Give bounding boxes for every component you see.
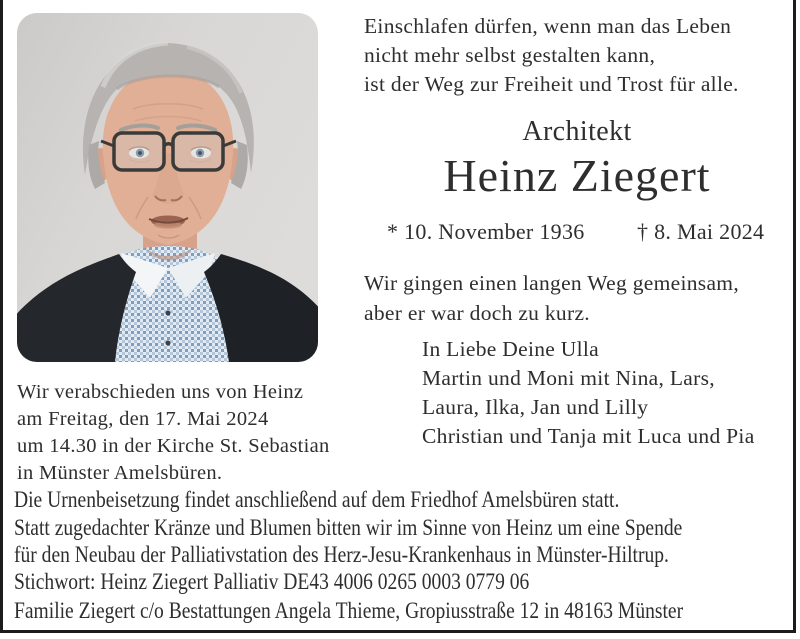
portrait-photo	[17, 13, 318, 362]
mourners-list	[422, 335, 755, 451]
mourner-line: Laura, Ilka, Jan und Lilly	[422, 395, 649, 419]
service-line: um 14.30 in der Kirche St. Sebastian	[17, 435, 330, 457]
epitaph-line: ist der Weg zur Freiheit und Trost für alle.	[364, 72, 739, 96]
funeral-home-line: Familie Ziegert c/o Bestattungen Angela Thieme, Gropiusstraße 12 in 48163 Münster	[14, 598, 684, 623]
portrait-photo-illustration	[17, 13, 318, 362]
mourner-line: In Liebe Deine Ulla	[422, 337, 600, 361]
burial-info	[14, 487, 726, 514]
donation-line: für den Neubau der Palliativstation des Herz-Jesu-Krankenhaus in Münster-Hiltrup.	[14, 542, 669, 567]
farewell-verse	[364, 268, 739, 328]
service-line: am Freitag, den 17. Mai 2024	[17, 408, 269, 430]
epitaph-line: Einschlafen dürfen, wenn man das Leben	[364, 14, 732, 38]
mourner-line: Christian und Tanja mit Luca und Pia	[422, 424, 755, 448]
notice-border-bottom	[0, 630, 796, 633]
burial-line: Die Urnenbeisetzung findet anschließend auf dem Friedhof Amelsbüren statt.	[14, 487, 620, 512]
funeral-home-info	[14, 598, 800, 625]
birth-date: * 10. November 1936	[387, 219, 585, 244]
notice-border-left	[0, 0, 3, 633]
epitaph-quote	[364, 12, 739, 99]
donation-info	[14, 515, 800, 596]
service-line: Wir verabschieden uns von Heinz	[17, 381, 304, 403]
donation-line: Statt zugedachter Kränze und Blumen bitten wir im Sinne von Heinz um eine Spende	[14, 515, 683, 540]
deceased-name: Heinz Ziegert	[443, 150, 711, 201]
death-date: † 8. Mai 2024	[637, 219, 765, 244]
service-line: in Münster Amelsbüren.	[17, 462, 223, 484]
profession-title: Architekt	[522, 116, 632, 147]
donation-line: Stichwort: Heinz Ziegert Palliativ DE43 4006 0265 0003 0779 06	[14, 569, 530, 594]
epitaph-line: nicht mehr selbst gestalten kann,	[364, 43, 656, 67]
service-info	[17, 379, 330, 487]
verse-line: aber er war doch zu kurz.	[364, 301, 590, 325]
mourner-line: Martin und Moni mit Nina, Lars,	[422, 366, 715, 390]
verse-line: Wir gingen einen langen Weg gemeinsam,	[364, 271, 739, 295]
